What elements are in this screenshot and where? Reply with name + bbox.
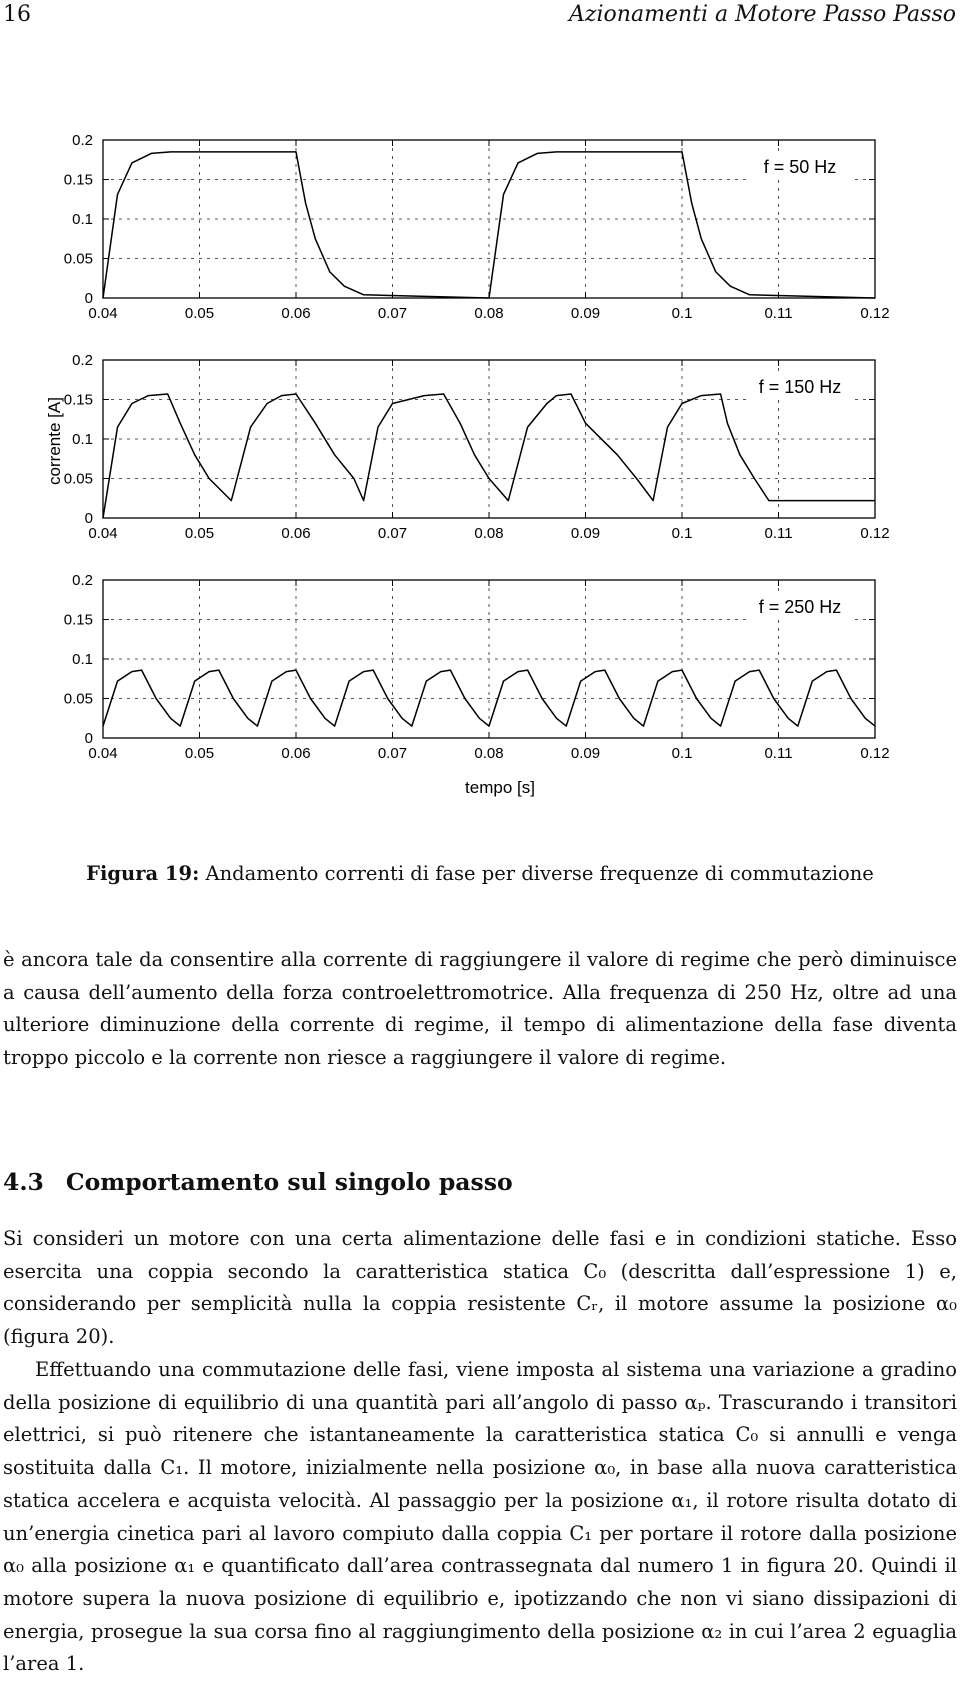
y-tick-label: 0.05 bbox=[63, 470, 93, 488]
x-tick-label: 0.04 bbox=[88, 525, 118, 542]
caption-label: Figura 19: bbox=[86, 862, 200, 885]
x-tick-label: 0.12 bbox=[860, 525, 890, 542]
y-tick-label: 0.05 bbox=[63, 250, 93, 268]
x-tick-label: 0.06 bbox=[281, 745, 311, 762]
x-tick-label: 0.08 bbox=[474, 305, 504, 322]
y-tick-label: 0.2 bbox=[72, 352, 93, 369]
x-tick-label: 0.09 bbox=[570, 305, 601, 322]
x-axis-label: tempo [s] bbox=[465, 778, 535, 797]
y-tick-label: 0.15 bbox=[63, 171, 93, 189]
x-tick-label: 0.08 bbox=[474, 525, 504, 542]
chart-panel-1 bbox=[64, 132, 890, 322]
section-heading bbox=[3, 1168, 535, 1196]
x-tick-label: 0.05 bbox=[184, 525, 215, 542]
y-tick-label: 0 bbox=[84, 730, 93, 747]
x-tick-label: 0.04 bbox=[88, 305, 118, 322]
x-tick-label: 0.06 bbox=[281, 525, 311, 542]
section-title: Comportamento sul singolo passo bbox=[65, 1168, 513, 1196]
y-axis-label: corrente [A] bbox=[45, 397, 64, 485]
x-tick-label: 0.11 bbox=[764, 305, 793, 322]
chart-panel-3 bbox=[64, 572, 890, 762]
x-tick-label: 0.07 bbox=[377, 745, 408, 762]
y-tick-label: 0.2 bbox=[72, 132, 93, 149]
page-number: 16 bbox=[3, 2, 31, 27]
x-tick-label: 0.09 bbox=[570, 525, 601, 542]
x-tick-label: 0.07 bbox=[377, 305, 408, 322]
y-tick-label: 0 bbox=[84, 510, 93, 527]
x-tick-label: 0.07 bbox=[377, 525, 408, 542]
x-tick-label: 0.05 bbox=[184, 305, 215, 322]
chart-title: f = 50 Hz bbox=[763, 157, 837, 177]
x-tick-label: 0.05 bbox=[184, 745, 215, 762]
y-tick-label: 0.2 bbox=[72, 572, 93, 589]
chart-panel-2 bbox=[64, 352, 890, 542]
chart-title: f = 150 Hz bbox=[758, 377, 842, 397]
x-tick-label: 0.1 bbox=[671, 305, 693, 322]
caption-text: Andamento correnti di fase per diverse frequenze di commutazione bbox=[205, 862, 874, 885]
page-header bbox=[0, 0, 960, 40]
y-tick-label: 0 bbox=[84, 290, 93, 307]
y-tick-label: 0.1 bbox=[72, 431, 93, 448]
x-tick-label: 0.12 bbox=[860, 745, 890, 762]
chart-title: f = 250 Hz bbox=[758, 597, 842, 617]
paragraph-1: è ancora tale da consentire alla corrente di raggiungere il valore di regime che però diminuisce a causa dell’aumento della forza controelettromotrice. Alla frequenza di 250 Hz, oltre ad una ulteriore diminuzione della corrente di regime, il tempo di alimentazione della fase diventa troppo piccolo e la corrente non riesce a raggiungere il valore di regime. bbox=[3, 948, 957, 1070]
x-tick-label: 0.09 bbox=[570, 745, 601, 762]
x-tick-label: 0.12 bbox=[860, 305, 890, 322]
y-tick-label: 0.15 bbox=[63, 611, 93, 629]
figure-caption bbox=[0, 862, 960, 885]
x-tick-label: 0.1 bbox=[671, 745, 693, 762]
figure-19 bbox=[0, 120, 960, 810]
y-tick-label: 0.1 bbox=[72, 651, 93, 668]
y-tick-label: 0.1 bbox=[72, 211, 93, 228]
x-tick-label: 0.1 bbox=[671, 525, 693, 542]
x-tick-label: 0.08 bbox=[474, 745, 504, 762]
x-tick-label: 0.06 bbox=[281, 305, 311, 322]
paragraph-2: Si consideri un motore con una certa alimentazione delle fasi e in condizioni statiche. Esso esercita una coppia secondo la caratteristica statica C₀ (descritta dall’espressione 1) e, considerando per semplicità nulla la coppia resistente Cᵣ, il motore assume la posizione α₀ (figura 20). bbox=[3, 1227, 957, 1349]
running-title: Azionamenti a Motore Passo Passo bbox=[569, 2, 956, 27]
x-tick-label: 0.04 bbox=[88, 745, 118, 762]
y-tick-label: 0.05 bbox=[63, 690, 93, 708]
paragraph-3: Effettuando una commutazione delle fasi, viene imposta al sistema una variazione a gradino della posizione di equilibrio di una quantità pari all’angolo di passo αₚ. Trascurando i transitori elettrici, si può ritenere che istantaneamente la caratteristica statica C₀ si annulli e venga sostituita dalla C₁. Il motore, inizialmente nella posizione α₀, in base alla nuova caratteristica statica accelera e acquista velocità. Al passaggio per la posizione α₁, il rotore risulta dotato di un’energia cinetica pari al lavoro compiuto dalla coppia C₁ per portare il rotore dalla posizione α₀ alla posizione α₁ e quantificato dall’area contrassegnata dal numero 1 in figura 20. Quindi il motore supera la nuova posizione di equilibrio e, ipotizzando che non vi siano dissipazioni di energia, prosegue la sua corsa fino al raggiungimento della posizione α₂ in cui l’area 2 eguaglia l’area 1. bbox=[3, 1358, 957, 1676]
x-tick-label: 0.11 bbox=[764, 525, 793, 542]
x-tick-label: 0.11 bbox=[764, 745, 793, 762]
y-tick-label: 0.15 bbox=[63, 391, 93, 409]
section-number: 4.3 bbox=[3, 1168, 44, 1196]
